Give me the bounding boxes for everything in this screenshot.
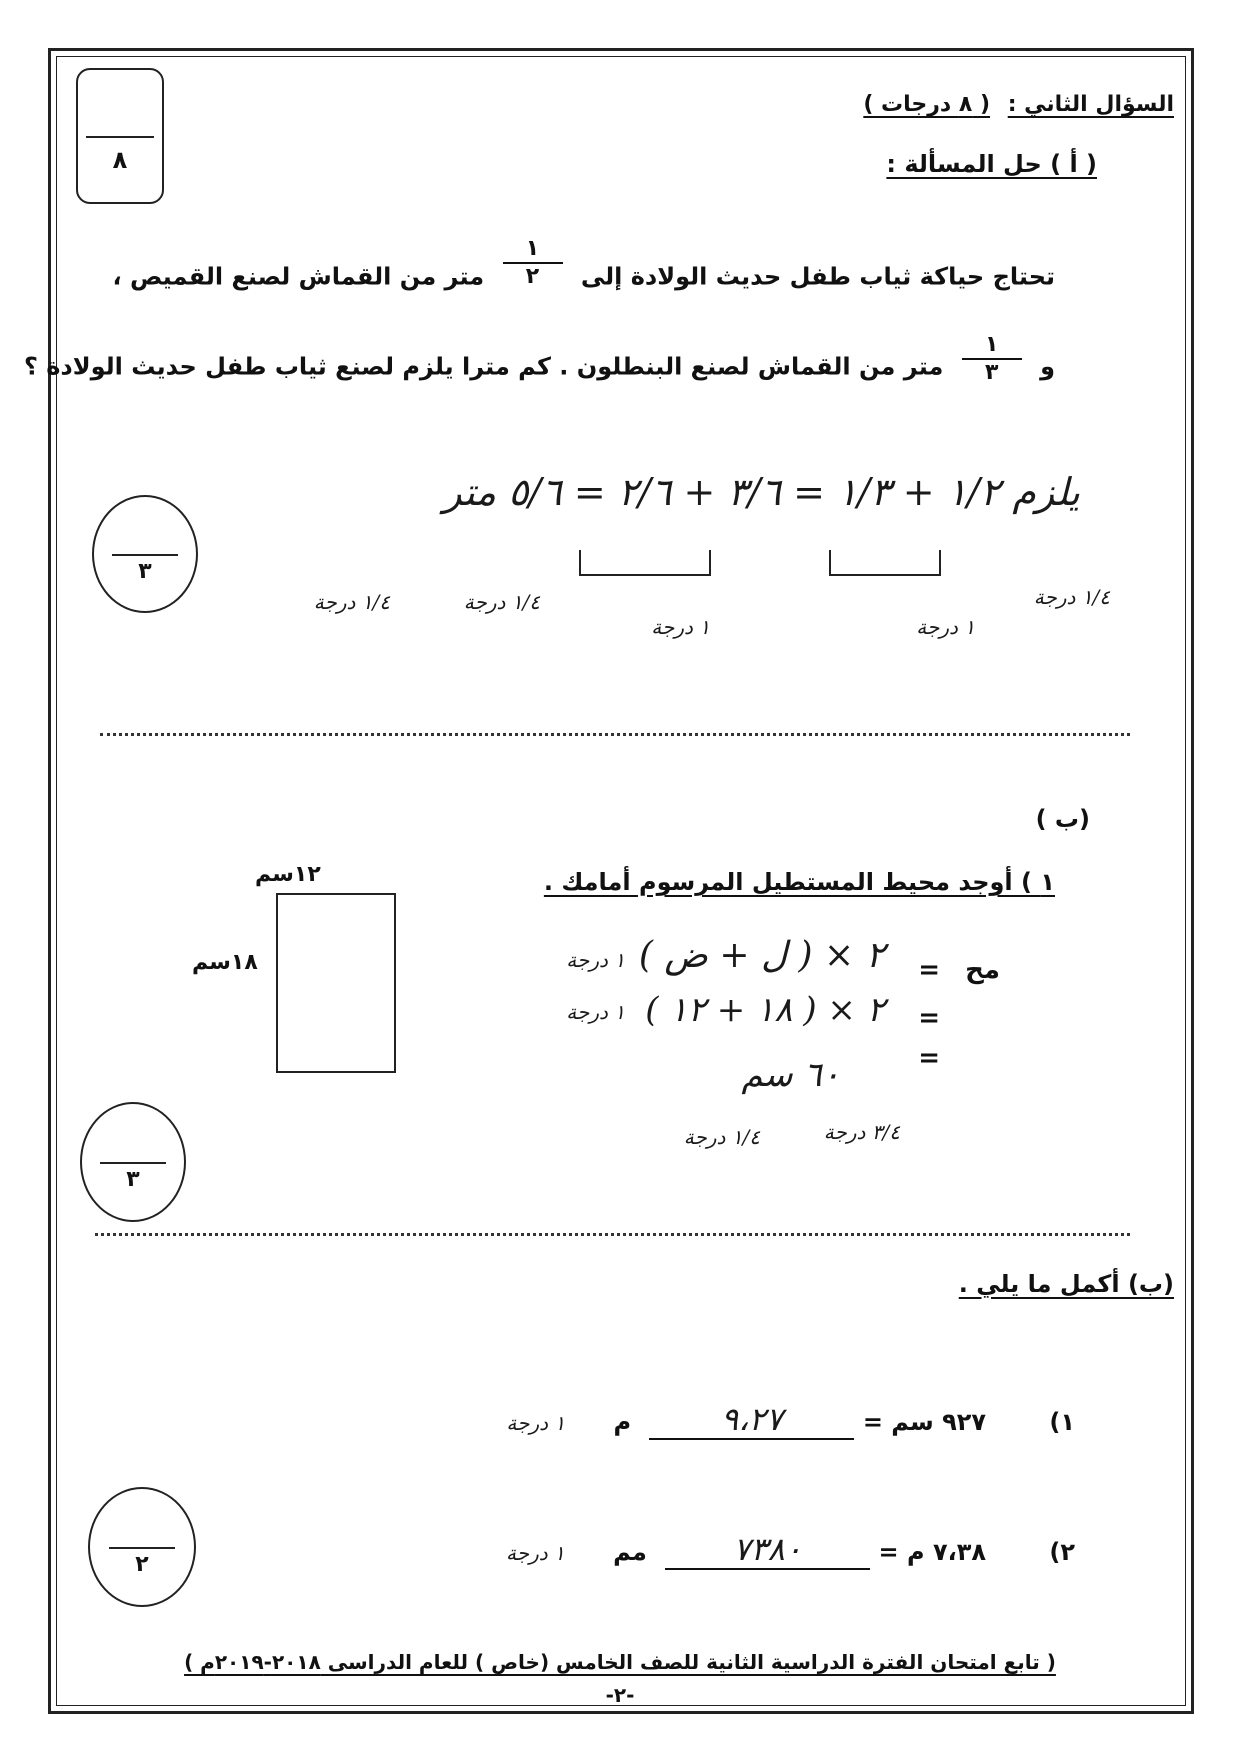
score-oval-b [80, 1102, 186, 1222]
fill-item-2-left: ٧،٣٨ م = [878, 1538, 987, 1566]
problem-line-2 [23, 332, 1055, 395]
answer-a-brackets [560, 550, 970, 590]
problem-text-2a: و [1040, 352, 1055, 381]
part-b-question: ١ ) أوجد محيط المستطيل المرسوم أمامك . [543, 868, 1055, 896]
score-oval-c-value: ٢ [135, 1551, 149, 1577]
score-oval-b-value: ٣ [126, 1166, 140, 1192]
problem-line-1 [112, 236, 1055, 305]
part-a-title: ( أ ) حل المسألة : [886, 150, 1097, 178]
fill-item-2-unit: مم [613, 1538, 647, 1566]
question-header [863, 92, 1174, 117]
eq-1: = [918, 955, 940, 985]
eq-2: = [918, 1003, 940, 1033]
rect-width-label: ١٢سم [255, 862, 321, 887]
fill-item-1-left: ٩٢٧ سم = [862, 1408, 987, 1436]
part-b-label: (ب ) [1035, 805, 1090, 833]
total-score-box [76, 68, 164, 204]
score-oval-c [88, 1487, 196, 1607]
mark-c-1: ١ درجة [506, 1411, 566, 1435]
mark-a-2: ١ درجة [916, 615, 975, 639]
page-number: -٢- [605, 1683, 635, 1707]
separator-1 [100, 733, 1130, 736]
fill-item-2-num: ٢) [1049, 1538, 1075, 1566]
total-score-value: ٨ [112, 146, 128, 174]
perimeter-label: مح [965, 955, 1000, 985]
mark-a-3: ١ درجة [651, 615, 710, 639]
part-c-title: (ب) أكمل ما يلي . [958, 1270, 1174, 1298]
perimeter-step-2: ٢ × ( ١٨ + ١٢ ) [645, 990, 885, 1030]
problem-text-1b: متر من القماش لصنع القميص ، [112, 262, 485, 291]
mark-c-2: ١ درجة [506, 1541, 565, 1565]
mark-b-2: ١ درجة [566, 1000, 625, 1024]
eq-3: = [918, 1043, 940, 1073]
answer-a-work: يلزم ١/٢ + ١/٣ = ٣/٦ + ٢/٦ = ٥/٦ متر [443, 470, 1080, 514]
footer-text: ( تابع امتحان الفترة الدراسية الثانية للصف الخامس (خاص ) للعام الدراسى ٢٠١٨-٢٠١٩م ) [184, 1650, 1056, 1674]
fill-item-1-answer: ٩،٢٧ [649, 1400, 854, 1440]
question-marks: ( ٨ درجات ) [863, 92, 991, 117]
mark-a-4: ١/٤ درجة [463, 590, 540, 614]
perimeter-step-3: ٦٠ سم [741, 1055, 840, 1095]
mark-a-5: ١/٤ درجة [313, 590, 390, 614]
fill-item-1-unit: م [613, 1408, 632, 1436]
rect-height-label: ١٨سم [192, 950, 258, 975]
fraction-half: $\frac{١}{٢}$ [503, 236, 563, 291]
question-title: السؤال الثاني : [1007, 92, 1174, 117]
fill-item-2-answer: ٧٣٨٠ [665, 1530, 870, 1570]
fill-item-2 [506, 1530, 1075, 1570]
fraction-third: $\frac{١}{٣}$ [962, 332, 1022, 387]
fill-item-1-num: ١) [1049, 1408, 1075, 1436]
mark-b-3: ٣/٤ درجة [823, 1120, 900, 1144]
rectangle-figure [276, 893, 396, 1073]
problem-text-1a: تحتاج حياكة ثياب طفل حديث الولادة إلى [580, 262, 1055, 291]
separator-2 [95, 1233, 1130, 1236]
score-oval-a-value: ٣ [138, 558, 152, 584]
perimeter-step-1: ٢ × ( ل + ض ) [638, 935, 885, 976]
fill-item-1 [506, 1400, 1075, 1440]
mark-b-4: ١/٤ درجة [683, 1125, 760, 1149]
score-oval-a [92, 495, 198, 613]
mark-a-1: ١/٤ درجة [1033, 585, 1110, 609]
problem-text-2b: متر من القماش لصنع البنطلون . كم مترا يلزم لصنع ثياب طفل حديث الولادة ؟ [23, 352, 944, 381]
mark-b-1: ١ درجة [566, 948, 625, 972]
